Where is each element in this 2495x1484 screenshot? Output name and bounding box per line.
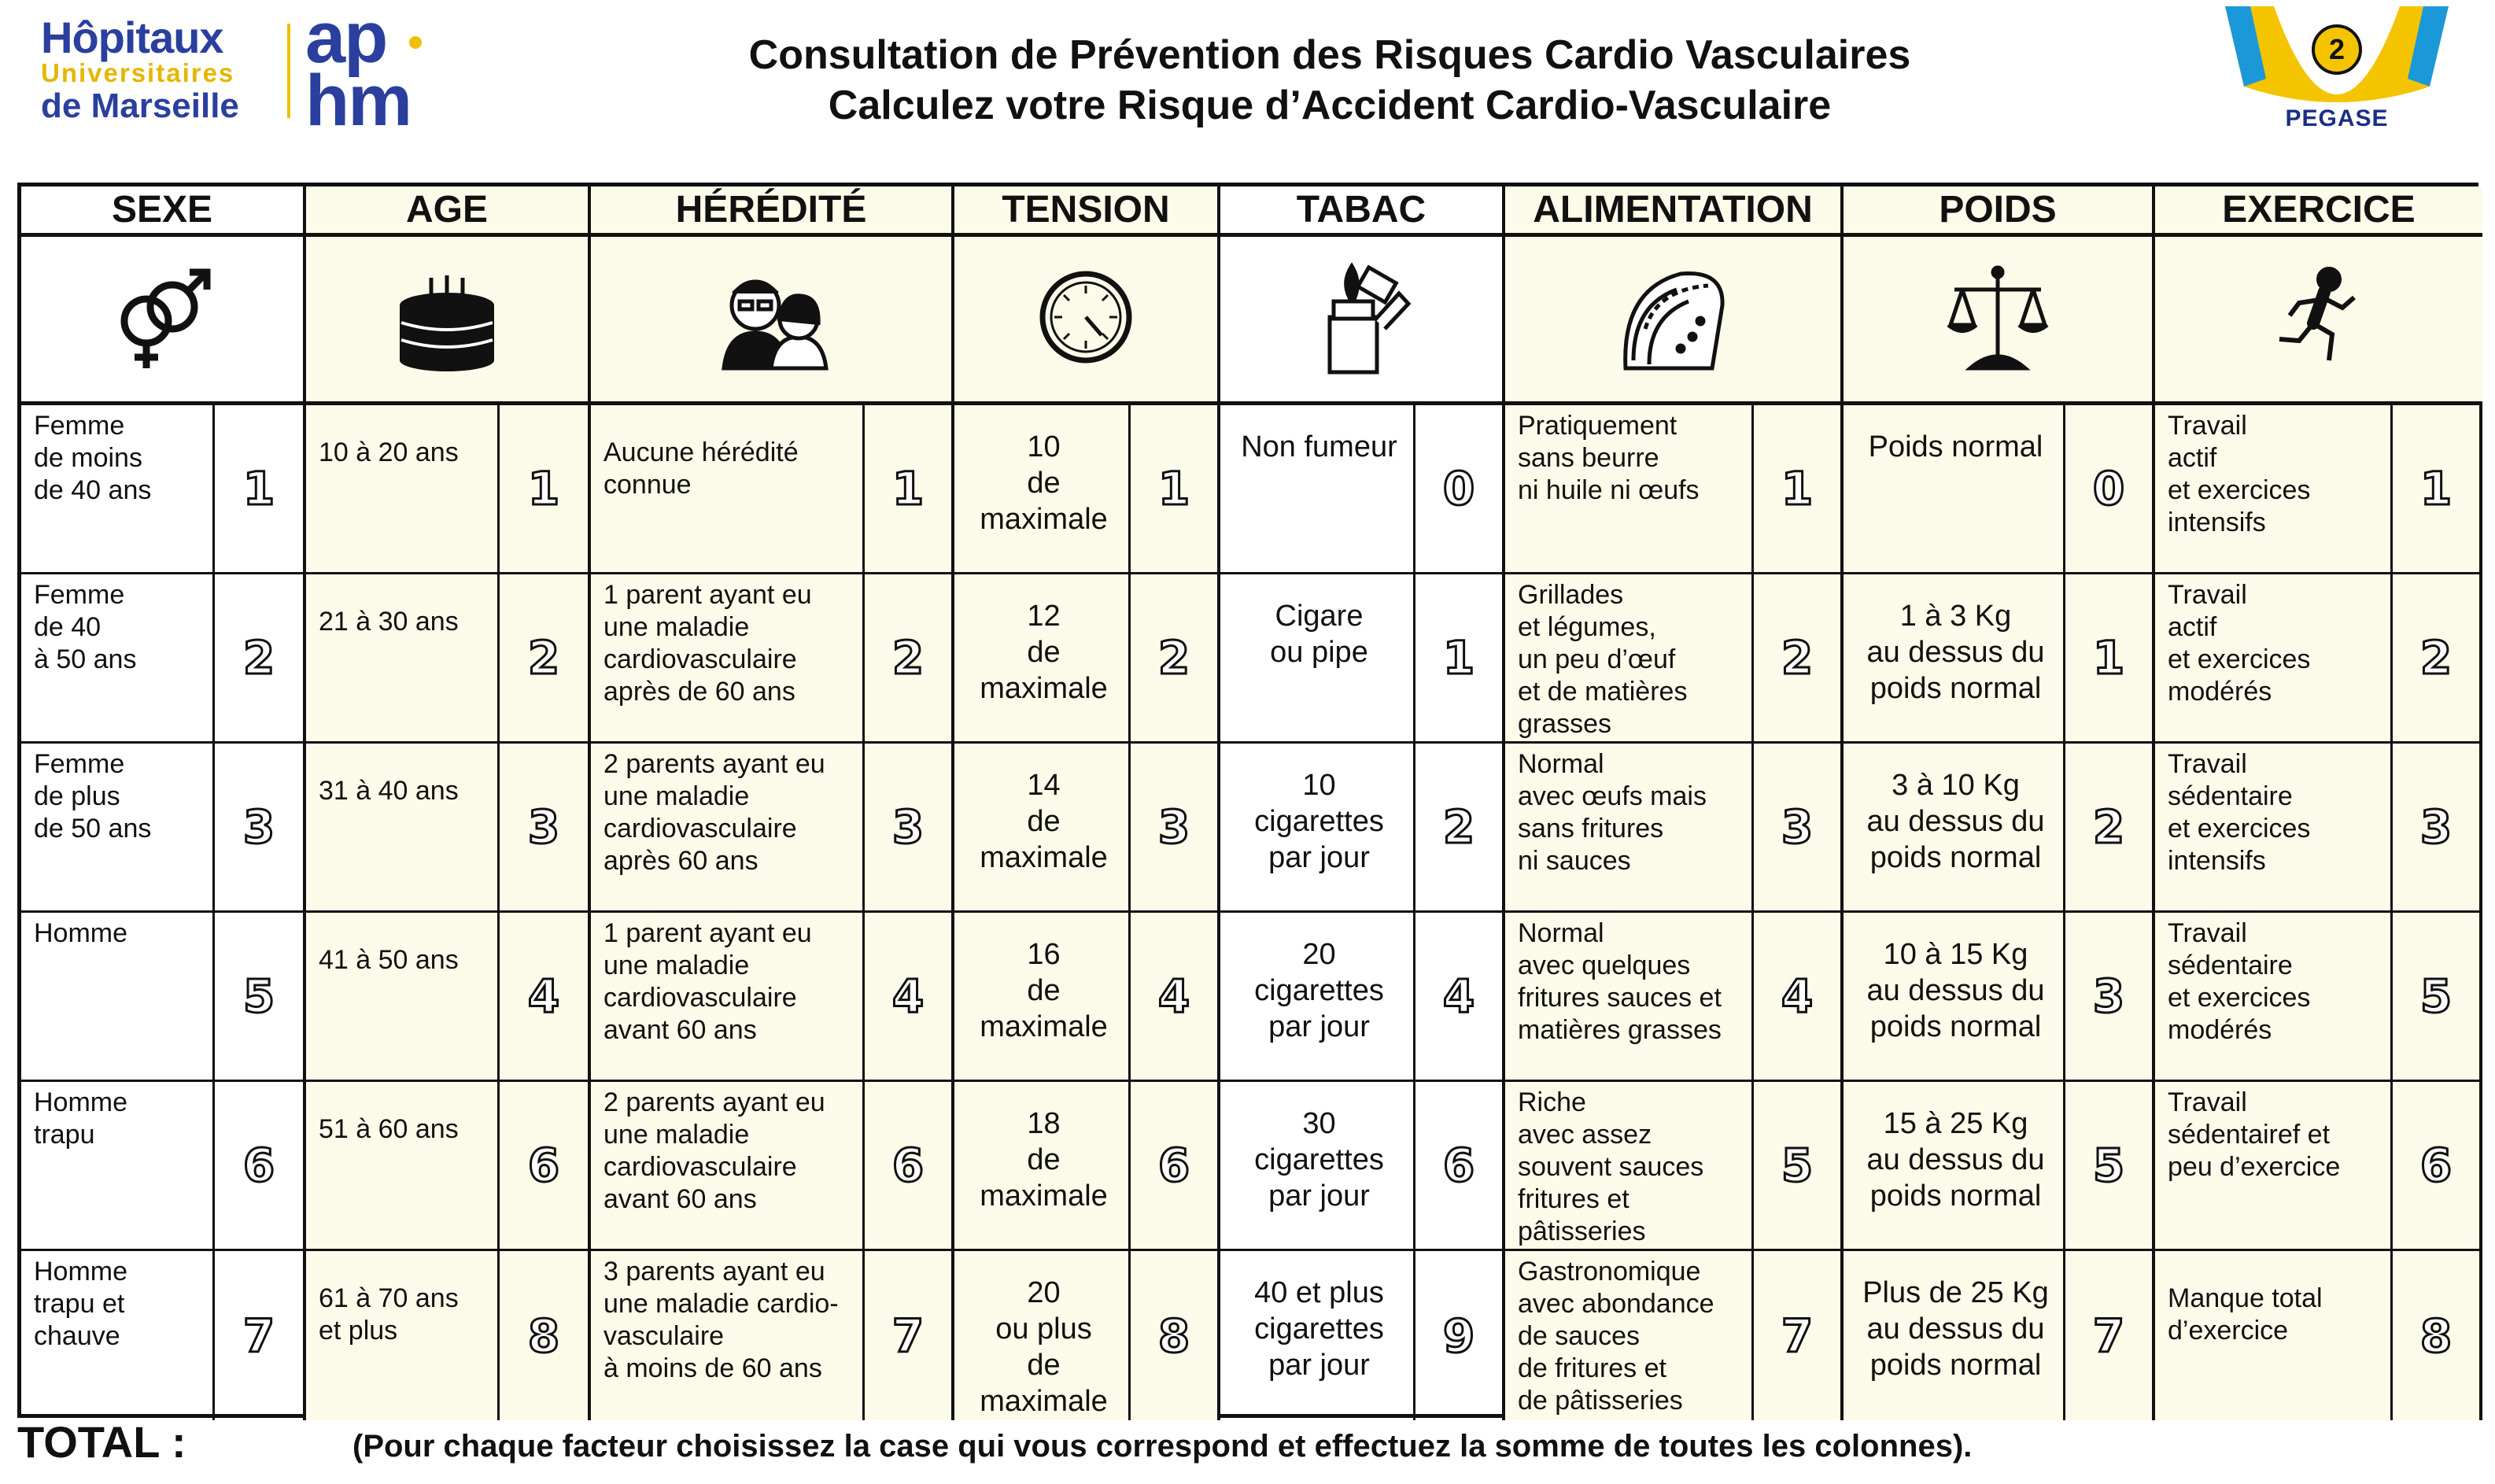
option-text: Homme trapu xyxy=(34,1087,128,1150)
option-cell-exercice[interactable] xyxy=(2155,1251,2482,1420)
option-cell-heredite[interactable] xyxy=(591,1082,954,1251)
option-score: 8 xyxy=(497,1251,588,1420)
option-score: 3 xyxy=(1128,744,1217,910)
option-cell-tension[interactable] xyxy=(954,405,1220,574)
option-cell-tabac[interactable] xyxy=(1220,574,1505,744)
option-cell-alimentation[interactable] xyxy=(1505,574,1844,744)
title-line-1: Consultation de Prévention des Risques Cardio Vasculaires xyxy=(748,32,1911,78)
option-text: 40 et plus cigarettes par jour xyxy=(1254,1276,1384,1382)
option-score: 2 xyxy=(2390,574,2479,741)
option-score: 4 xyxy=(862,913,951,1080)
option-text: 20 ou plus de maximale xyxy=(980,1276,1108,1418)
option-text: Aucune hérédité connue xyxy=(603,437,799,500)
pegase-label: PEGASE xyxy=(2285,105,2389,131)
option-text: Normal avec quelques fritures sauces et matières grasses xyxy=(1518,918,1722,1045)
option-score: 1 xyxy=(862,405,951,572)
lighter-icon xyxy=(1306,258,1416,380)
icon-cell-poids xyxy=(1844,237,2155,405)
aphm-logo xyxy=(305,0,443,141)
option-cell-heredite[interactable] xyxy=(591,1251,954,1420)
option-score: 2 xyxy=(2063,744,2152,910)
option-score: 5 xyxy=(2063,1082,2152,1249)
option-cell-tension[interactable] xyxy=(954,574,1220,744)
option-cell-tension[interactable] xyxy=(954,744,1220,913)
option-text: Femme de 40 à 50 ans xyxy=(34,580,137,674)
hopitaux-logo xyxy=(41,13,277,126)
option-score: 7 xyxy=(862,1251,951,1420)
option-text: 41 à 50 ans xyxy=(319,945,459,975)
option-cell-age[interactable] xyxy=(306,574,591,744)
pegase-logo xyxy=(2219,0,2455,150)
option-text: Travail sédentairef et peu d’exercice xyxy=(2168,1087,2341,1182)
option-text: 20 cigarettes par jour xyxy=(1254,938,1384,1043)
option-text: Plus de 25 Kg au dessus du poids normal xyxy=(1862,1276,2049,1382)
option-text: 61 à 70 ans et plus xyxy=(319,1283,459,1346)
option-cell-tension[interactable] xyxy=(954,913,1220,1082)
option-score: 4 xyxy=(1128,913,1217,1080)
logo-separator xyxy=(287,24,290,118)
page-title xyxy=(598,30,2061,131)
option-score: 5 xyxy=(212,913,303,1080)
logo-dot xyxy=(409,36,422,49)
option-score: 1 xyxy=(1413,574,1502,741)
option-score: 3 xyxy=(212,744,303,910)
option-text: Gastronomique avec abondance de sauces de fritures et de pâtisseries xyxy=(1518,1257,1714,1416)
option-text: 14 de maximale xyxy=(980,769,1108,874)
option-cell-age[interactable] xyxy=(306,913,591,1082)
option-score: 4 xyxy=(1413,913,1502,1080)
option-score: 3 xyxy=(2063,913,2152,1080)
option-score: 3 xyxy=(497,744,588,910)
option-score: 1 xyxy=(497,405,588,572)
option-score: 2 xyxy=(212,574,303,741)
logo-line-universitaires: Universitaires xyxy=(41,58,235,87)
option-cell-alimentation[interactable] xyxy=(1505,1251,1844,1420)
option-text: Femme de moins de 40 ans xyxy=(34,411,152,505)
option-score: 0 xyxy=(1413,405,1502,572)
option-cell-poids[interactable] xyxy=(1844,405,2155,574)
runner-icon xyxy=(2268,262,2370,376)
column-header-tabac: TABAC xyxy=(1220,186,1505,237)
option-score: 9 xyxy=(1413,1251,1502,1420)
icon-cell-exercice xyxy=(2155,237,2482,405)
option-score: 1 xyxy=(2063,574,2152,741)
option-text: Travail sédentaire et exercices intensifs xyxy=(2168,749,2311,876)
option-text: 15 à 25 Kg au dessus du poids normal xyxy=(1866,1107,2045,1213)
option-cell-heredite[interactable] xyxy=(591,913,954,1082)
option-cell-exercice[interactable] xyxy=(2155,913,2482,1082)
option-cell-age[interactable] xyxy=(306,1082,591,1251)
option-text: 10 cigarettes par jour xyxy=(1254,769,1384,874)
option-score: 6 xyxy=(1413,1082,1502,1249)
option-text: 21 à 30 ans xyxy=(319,607,459,637)
option-cell-sexe[interactable] xyxy=(21,1251,306,1420)
option-cell-heredite[interactable] xyxy=(591,405,954,574)
birthday-cake-icon xyxy=(388,258,506,380)
option-text: Homme xyxy=(34,918,128,948)
logo-hm: hm xyxy=(305,61,411,141)
column-header-poids: POIDS xyxy=(1844,186,2155,237)
option-text: 10 à 15 Kg au dessus du poids normal xyxy=(1866,938,2045,1043)
option-text: 1 parent ayant eu une maladie cardiovasculaire après de 60 ans xyxy=(603,580,812,707)
option-text: 2 parents ayant eu une maladie cardiovasculaire après 60 ans xyxy=(603,749,825,876)
risk-score-table xyxy=(17,183,2478,1418)
option-text: Cigare ou pipe xyxy=(1270,600,1368,669)
option-score: 4 xyxy=(497,913,588,1080)
option-score: 2 xyxy=(1413,744,1502,910)
option-text: Pratiquement sans beurre ni huile ni œufs xyxy=(1518,411,1700,505)
option-text: Homme trapu et chauve xyxy=(34,1257,128,1351)
option-cell-age[interactable] xyxy=(306,405,591,574)
option-cell-poids[interactable] xyxy=(1844,913,2155,1082)
option-text: Travail actif et exercices modérés xyxy=(2168,580,2311,707)
option-cell-age[interactable] xyxy=(306,744,591,913)
option-score: 4 xyxy=(1751,913,1840,1080)
option-score: 2 xyxy=(862,574,951,741)
option-text: Poids normal xyxy=(1868,430,2043,463)
option-cell-tabac[interactable] xyxy=(1220,1251,1505,1420)
option-score: 8 xyxy=(1128,1251,1217,1420)
option-text: Travail actif et exercices intensifs xyxy=(2168,411,2311,537)
option-cell-alimentation[interactable] xyxy=(1505,1082,1844,1251)
option-score: 8 xyxy=(2390,1251,2479,1420)
option-score: 0 xyxy=(2063,405,2152,572)
icon-cell-heredite xyxy=(591,237,954,405)
option-score: 6 xyxy=(862,1082,951,1249)
option-cell-alimentation[interactable] xyxy=(1505,405,1844,574)
option-score: 7 xyxy=(1751,1251,1840,1420)
option-score: 3 xyxy=(862,744,951,910)
option-score: 6 xyxy=(1128,1082,1217,1249)
option-score: 7 xyxy=(212,1251,303,1420)
option-cell-tension[interactable] xyxy=(954,1251,1220,1420)
option-cell-alimentation[interactable] xyxy=(1505,744,1844,913)
total-label: TOTAL : xyxy=(17,1417,186,1467)
option-cell-sexe[interactable] xyxy=(21,744,306,913)
option-text: 10 de maximale xyxy=(980,430,1108,536)
option-score: 7 xyxy=(2063,1251,2152,1420)
option-cell-sexe[interactable] xyxy=(21,1082,306,1251)
column-header-alimentation: ALIMENTATION xyxy=(1505,186,1844,237)
option-text: 2 parents ayant eu une maladie cardiovasculaire avant 60 ans xyxy=(603,1087,825,1214)
pegase-number: 2 xyxy=(2328,33,2346,65)
option-score: 2 xyxy=(1751,574,1840,741)
footer-instruction: (Pour chaque facteur choisissez la case qui vous correspond et effectuez la somme de toutes les colonnes). xyxy=(352,1429,1973,1464)
option-score: 1 xyxy=(212,405,303,572)
option-text: 12 de maximale xyxy=(980,600,1108,705)
option-cell-age[interactable] xyxy=(306,1251,591,1420)
option-cell-exercice[interactable] xyxy=(2155,1082,2482,1251)
option-score: 6 xyxy=(2390,1082,2479,1249)
icon-cell-tabac xyxy=(1220,237,1505,405)
family-couple-icon xyxy=(708,258,834,380)
column-header-sexe: SEXE xyxy=(21,186,306,237)
icon-cell-sexe xyxy=(21,237,306,405)
option-text: 16 de maximale xyxy=(980,938,1108,1043)
bread-loaf-icon xyxy=(1614,258,1732,380)
gender-symbols-icon xyxy=(103,258,221,380)
option-cell-exercice[interactable] xyxy=(2155,744,2482,913)
option-cell-tabac[interactable] xyxy=(1220,1082,1505,1251)
option-score: 3 xyxy=(2390,744,2479,910)
option-score: 5 xyxy=(2390,913,2479,1080)
option-text: Riche avec assez souvent sauces fritures et pâtisseries xyxy=(1518,1087,1704,1246)
option-text: Normal avec œufs mais sans fritures ni sauces xyxy=(1518,749,1707,876)
pressure-gauge-icon xyxy=(1035,266,1137,372)
option-text: 3 parents ayant eu une maladie cardio- vasculaire à moins de 60 ans xyxy=(603,1257,839,1383)
option-text: 18 de maximale xyxy=(980,1107,1108,1213)
option-cell-heredite[interactable] xyxy=(591,574,954,744)
option-cell-poids[interactable] xyxy=(1844,744,2155,913)
option-cell-poids[interactable] xyxy=(1844,1082,2155,1251)
option-cell-heredite[interactable] xyxy=(591,744,954,913)
title-line-2: Calculez votre Risque d’Accident Cardio-Vasculaire xyxy=(828,83,1832,128)
option-text: 1 parent ayant eu une maladie cardiovasculaire avant 60 ans xyxy=(603,918,812,1045)
column-header-age: AGE xyxy=(306,186,591,237)
option-cell-exercice[interactable] xyxy=(2155,574,2482,744)
option-score: 2 xyxy=(497,574,588,741)
option-text: Travail sédentaire et exercices modérés xyxy=(2168,918,2311,1045)
option-score: 3 xyxy=(1751,744,1840,910)
option-text: Femme de plus de 50 ans xyxy=(34,749,152,844)
option-text: Non fumeur xyxy=(1241,430,1397,463)
option-cell-tension[interactable] xyxy=(954,1082,1220,1251)
option-score: 6 xyxy=(497,1082,588,1249)
option-cell-sexe[interactable] xyxy=(21,405,306,574)
option-text: 31 à 40 ans xyxy=(319,776,459,806)
option-score: 5 xyxy=(1751,1082,1840,1249)
option-score: 6 xyxy=(212,1082,303,1249)
option-cell-sexe[interactable] xyxy=(21,574,306,744)
balance-scale-icon xyxy=(1939,258,2057,380)
option-cell-tabac[interactable] xyxy=(1220,744,1505,913)
option-score: 1 xyxy=(1751,405,1840,572)
option-text: 51 à 60 ans xyxy=(319,1114,459,1144)
icon-cell-age xyxy=(306,237,591,405)
option-text: 10 à 20 ans xyxy=(319,437,459,467)
option-text: 3 à 10 Kg au dessus du poids normal xyxy=(1866,769,2045,874)
option-score: 1 xyxy=(1128,405,1217,572)
icon-cell-tension xyxy=(954,237,1220,405)
column-header-heredite: HÉRÉDITÉ xyxy=(591,186,954,237)
option-cell-poids[interactable] xyxy=(1844,1251,2155,1420)
option-text: Grillades et légumes, un peu d’œuf et de matières grasses xyxy=(1518,580,1688,739)
logo-line-marseille: de Marseille xyxy=(41,87,239,125)
option-cell-poids[interactable] xyxy=(1844,574,2155,744)
column-header-exercice: EXERCICE xyxy=(2155,186,2482,237)
option-cell-sexe[interactable] xyxy=(21,913,306,1082)
logo-line-hopitaux: Hôpitaux xyxy=(41,13,223,62)
option-cell-alimentation[interactable] xyxy=(1505,913,1844,1082)
option-score: 1 xyxy=(2390,405,2479,572)
column-header-tension: TENSION xyxy=(954,186,1220,237)
option-score: 2 xyxy=(1128,574,1217,741)
option-text: 1 à 3 Kg au dessus du poids normal xyxy=(1866,600,2045,705)
logo-ap: ap xyxy=(305,0,387,78)
option-text: 30 cigarettes par jour xyxy=(1254,1107,1384,1213)
option-cell-tabac[interactable] xyxy=(1220,913,1505,1082)
option-text: Manque total d’exercice xyxy=(2168,1283,2323,1346)
option-cell-tabac[interactable] xyxy=(1220,405,1505,574)
option-cell-exercice[interactable] xyxy=(2155,405,2482,574)
icon-cell-alimentation xyxy=(1505,237,1844,405)
